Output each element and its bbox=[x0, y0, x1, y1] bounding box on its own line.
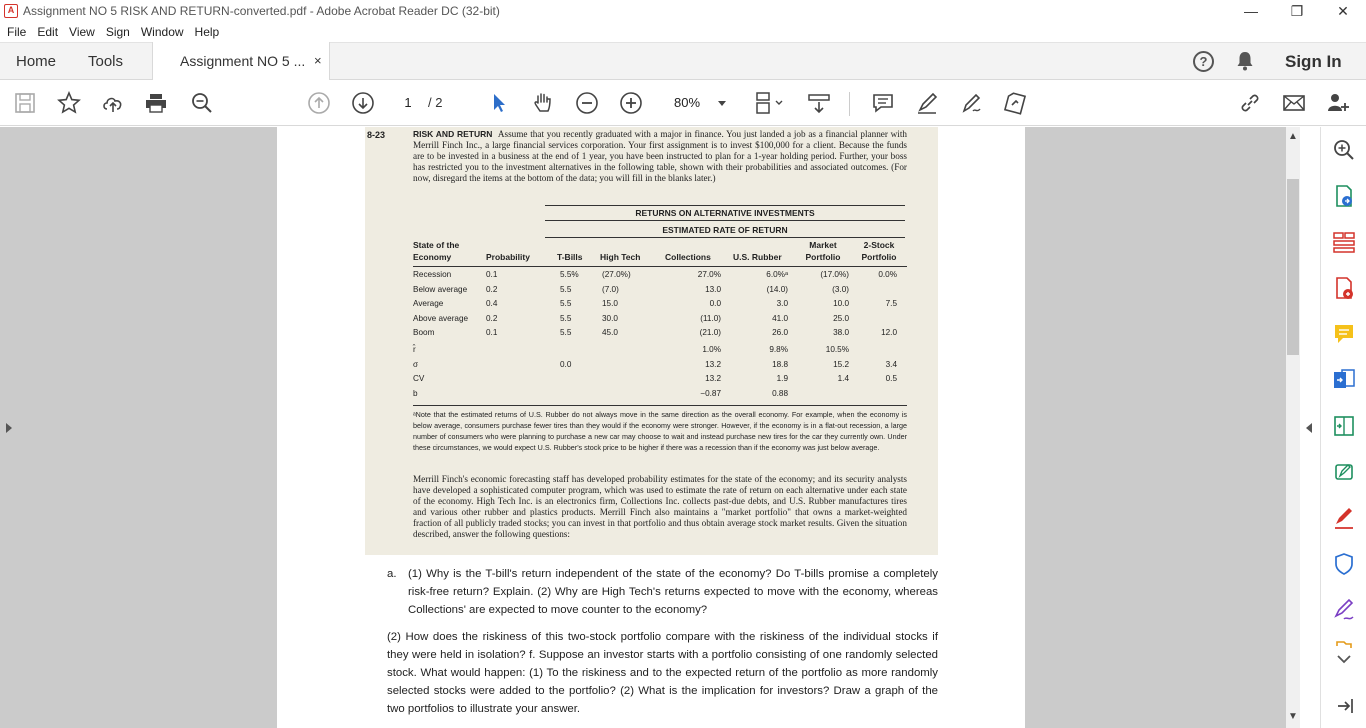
tab-document-label: Assignment NO 5 ... bbox=[180, 53, 306, 69]
stat-cell: 1.4 bbox=[837, 374, 849, 384]
row-cell: Below average bbox=[413, 284, 468, 294]
row-cell: (27.0%) bbox=[602, 270, 631, 279]
tab-home[interactable]: Home bbox=[16, 53, 57, 70]
row-cell: (21.0) bbox=[699, 328, 721, 338]
create-pdf-icon[interactable] bbox=[1331, 275, 1357, 301]
stat-cell: 3.4 bbox=[885, 359, 897, 369]
add-user-icon[interactable] bbox=[1325, 90, 1351, 116]
right-panel-toggle-icon[interactable] bbox=[1306, 423, 1312, 433]
menu-window[interactable]: Window bbox=[140, 25, 184, 39]
save-icon[interactable] bbox=[12, 90, 38, 116]
right-tools-pane bbox=[1320, 127, 1366, 728]
document-workspace bbox=[0, 127, 1286, 728]
scroll-up-icon[interactable]: ▲ bbox=[1288, 131, 1298, 142]
stat-cell: CV bbox=[413, 374, 425, 384]
row-cell: 25.0 bbox=[833, 313, 849, 323]
collapse-pane-icon[interactable] bbox=[1331, 693, 1357, 719]
row-cell: Above average bbox=[413, 313, 469, 323]
problem-context: Merrill Finch's economic forecasting staff has developed probability estimates for the state of the economy; and its security analysts have developed a sophisticated computer program, which was used to estimate the rate of return on each alternative under each state of the economy. High Tech Inc. is an electronics firm, Collections Inc. collects past-due debts, and U.S. Rubber manufactures tires and various other rubber and plastics products. Merrill Finch also maintains a "market portfolio" that owns a market-weighted fraction of all publicly traded stocks; you can invest in that portfolio and thus obtain average stock market results. Given the situation described, answer the following questions: bbox=[413, 474, 907, 539]
row-cell: 0.0% bbox=[878, 270, 897, 279]
compress-pdf-icon[interactable] bbox=[1331, 413, 1357, 439]
acrobat-icon: A bbox=[4, 4, 18, 18]
menu-edit[interactable]: Edit bbox=[37, 25, 59, 39]
stat-cell: 1.0% bbox=[702, 345, 721, 354]
row-cell: 5.5 bbox=[560, 284, 572, 294]
protect-shield-icon[interactable] bbox=[1331, 551, 1357, 577]
hand-tool-icon[interactable] bbox=[530, 90, 556, 116]
row-cell: 5.5 bbox=[560, 313, 572, 323]
highlight-pen-icon[interactable] bbox=[914, 90, 940, 116]
row-cell: 10.0 bbox=[833, 299, 849, 309]
pdf-page bbox=[277, 127, 1025, 728]
col-header-collections: Collections bbox=[665, 252, 711, 262]
row-cell: 12.0 bbox=[881, 328, 897, 338]
row-cell: 6.0%ᵃ bbox=[766, 270, 788, 279]
col-header-market: Market Portfolio bbox=[805, 240, 841, 262]
star-icon[interactable] bbox=[56, 90, 82, 116]
toolbar bbox=[0, 80, 1366, 126]
menu-file[interactable]: File bbox=[7, 25, 27, 39]
window-title: Assignment NO 5 RISK AND RETURN-converted.pdf - Adobe Acrobat Reader DC (32-bit) bbox=[23, 4, 500, 18]
combine-files-icon[interactable] bbox=[1331, 367, 1357, 393]
row-cell: Recession bbox=[413, 270, 452, 279]
row-cell: (3.0) bbox=[832, 284, 849, 294]
title-bar bbox=[0, 0, 1366, 22]
page-fit-icon[interactable] bbox=[752, 90, 786, 116]
row-cell: 0.1 bbox=[486, 328, 498, 338]
tab-document[interactable] bbox=[152, 42, 330, 81]
row-cell: 45.0 bbox=[602, 328, 618, 338]
stat-cell: 15.2 bbox=[833, 359, 849, 369]
stat-cell: b bbox=[413, 388, 418, 398]
col-header-hightech: High Tech bbox=[600, 252, 641, 262]
prev-page-icon[interactable] bbox=[306, 90, 332, 116]
problem-title: RISK AND RETURN bbox=[413, 129, 493, 139]
row-cell: 7.5 bbox=[885, 299, 897, 309]
send-signature-icon[interactable] bbox=[1331, 597, 1357, 623]
stat-cell: 9.8% bbox=[769, 345, 788, 354]
col-header-state: State of the Economy bbox=[413, 240, 460, 262]
fill-and-sign-icon[interactable] bbox=[1331, 505, 1357, 531]
problem-intro bbox=[413, 129, 907, 184]
restore-button[interactable]: ❐ bbox=[1290, 3, 1304, 19]
question-a-text: (1) Why is the T-bill's return independent of the state of the economy? Do T-bills promise a completely risk-free return? Explain. (2) Why are High Tech's returns expected to move with the economy, whereas Collections' are expected to move counter to the economy? bbox=[408, 568, 938, 616]
email-icon[interactable] bbox=[1281, 90, 1307, 116]
page-total: / 2 bbox=[428, 95, 443, 110]
menu-bar bbox=[0, 22, 1366, 42]
left-panel-toggle-icon[interactable] bbox=[6, 423, 12, 433]
sign-in-button[interactable]: Sign In bbox=[1285, 52, 1342, 71]
problem-number: 8-23 bbox=[367, 130, 386, 140]
row-cell: Average bbox=[413, 299, 444, 309]
fill-sign-icon[interactable] bbox=[1002, 90, 1028, 116]
stat-cell: 18.8 bbox=[772, 359, 788, 369]
zoom-out-search-icon[interactable] bbox=[189, 90, 215, 116]
row-cell: (7.0) bbox=[602, 284, 619, 294]
tab-close-icon[interactable]: × bbox=[314, 53, 322, 68]
table-title: RETURNS ON ALTERNATIVE INVESTMENTS bbox=[545, 205, 905, 221]
link-icon[interactable] bbox=[1237, 90, 1263, 116]
col-header-usrubber: U.S. Rubber bbox=[733, 252, 782, 262]
comment-icon[interactable] bbox=[870, 90, 896, 116]
row-cell: 26.0 bbox=[772, 328, 788, 338]
stat-cell: 13.2 bbox=[705, 374, 721, 384]
tab-bar bbox=[0, 42, 1366, 80]
stat-cell: 10.5% bbox=[825, 345, 849, 354]
select-cursor-icon[interactable] bbox=[486, 90, 512, 116]
organize-pages-icon[interactable] bbox=[1331, 229, 1357, 255]
draw-sign-icon[interactable] bbox=[958, 90, 984, 116]
stat-cell: 13.2 bbox=[705, 359, 721, 369]
question-a-letter: a. bbox=[387, 568, 397, 580]
cloud-upload-icon[interactable] bbox=[100, 90, 126, 116]
scanned-problem bbox=[365, 127, 938, 555]
zoom-value: 80% bbox=[674, 95, 701, 110]
stat-cell: r̂ bbox=[413, 345, 416, 354]
scroll-down-icon[interactable]: ▼ bbox=[1288, 711, 1298, 722]
row-cell: 13.0 bbox=[705, 284, 721, 294]
chevron-down-icon bbox=[718, 101, 726, 106]
row-cell: 0.2 bbox=[486, 313, 498, 323]
bell-icon[interactable] bbox=[1236, 51, 1254, 71]
more-tools-icon[interactable] bbox=[1331, 639, 1357, 665]
search-zoom-icon[interactable] bbox=[1331, 137, 1357, 163]
row-cell: 5.5 bbox=[560, 328, 572, 338]
comment-tool-icon[interactable] bbox=[1331, 321, 1357, 347]
help-icon[interactable]: ? bbox=[1193, 51, 1214, 72]
vertical-scrollbar[interactable] bbox=[1286, 127, 1300, 728]
question-e-f-text: (2) How does the riskiness of this two-stock portfolio compare with the riskiness of the individual stocks if they were held in isolation? f. Suppose an investor starts with a portfolio consisting of one randomly selected stock. What would happen: (1) To the riskiness and to the expected return of the portfolio as more randomly selected stocks were added to the portfolio? (2) What is the implication for investors? Draw a graph of the two portfolios to illustrate your answer. bbox=[387, 631, 938, 715]
menu-help[interactable]: Help bbox=[194, 25, 220, 39]
row-cell: 0.2 bbox=[486, 284, 498, 294]
row-cell: 5.5 bbox=[560, 299, 572, 309]
row-cell: 41.0 bbox=[772, 313, 788, 323]
row-cell: 38.0 bbox=[833, 328, 849, 338]
row-cell: 0.0 bbox=[709, 299, 721, 309]
tab-tools[interactable]: Tools bbox=[88, 53, 124, 70]
scroll-thumb[interactable] bbox=[1287, 179, 1299, 355]
stat-cell: 1.9 bbox=[776, 374, 788, 384]
close-window-button[interactable]: ✕ bbox=[1337, 3, 1349, 19]
row-cell: Boom bbox=[413, 328, 435, 338]
stat-cell: σ bbox=[413, 359, 419, 369]
zoom-in-icon[interactable] bbox=[618, 90, 644, 116]
edit-pdf-icon[interactable] bbox=[1331, 459, 1357, 485]
problem-intro-text: Assume that you recently graduated with a major in finance. You just landed a job as a financial planner with Merrill Finch Inc., a large financial services corporation. Your first assignment is to invest $100,000 for a client. Because the funds are to be invested in a business at the end of 1 year, you have been instructed to plan for a 1-year holding period. Further, your boss has restricted you to the investment alternatives in the following table, shown with their probabilities and associated outcomes. (For now, disregard the items at the bottom of the data; you will fill in the blanks later.) bbox=[413, 129, 907, 183]
stat-cell: 0.5 bbox=[885, 374, 897, 384]
menu-sign[interactable]: Sign bbox=[105, 25, 130, 39]
col-header-probability: Probability bbox=[486, 252, 530, 262]
col-header-tbills: T-Bills bbox=[557, 252, 583, 262]
zoom-out-icon[interactable] bbox=[574, 90, 600, 116]
row-cell: 5.5% bbox=[560, 270, 579, 279]
menu-view[interactable]: View bbox=[69, 25, 95, 39]
scroll-mode-icon[interactable] bbox=[806, 90, 832, 116]
footnote: ᵃNote that the estimated returns of U.S. Rubber do not always move in the same direction as the overall economy. For example, when the economy is below average, consumers purchase fewer tires than they would if the economy were stronger. However, if the economy is in a flat-out recession, a large number of consumers who were planning to purchase a new car may choose to wait and instead purchase new tires for the car they currently own. Under these circumstances, we would expect U.S. Rubber's stock price to be higher if there was a recession than if the economy was just below average. bbox=[413, 410, 907, 452]
row-cell: 0.1 bbox=[486, 270, 498, 279]
minimize-button[interactable]: — bbox=[1244, 3, 1258, 19]
export-pdf-icon[interactable] bbox=[1331, 183, 1357, 209]
row-cell: (11.0) bbox=[700, 313, 721, 323]
row-cell: 0.4 bbox=[486, 299, 498, 309]
print-icon[interactable] bbox=[143, 90, 169, 116]
row-cell: 15.0 bbox=[602, 299, 618, 309]
zoom-select[interactable] bbox=[664, 92, 730, 114]
col-header-2stock: 2-Stock Portfolio bbox=[861, 240, 897, 262]
row-cell: (14.0) bbox=[766, 284, 788, 294]
next-page-icon[interactable] bbox=[350, 90, 376, 116]
page-number-input[interactable]: 1 bbox=[394, 92, 422, 114]
stat-cell: 0.0 bbox=[560, 359, 572, 369]
stat-cell: −0.87 bbox=[700, 388, 721, 398]
row-cell: 30.0 bbox=[602, 313, 618, 323]
row-cell: 27.0% bbox=[697, 270, 721, 279]
table-subtitle: ESTIMATED RATE OF RETURN bbox=[545, 223, 905, 238]
row-cell: (17.0%) bbox=[820, 270, 849, 279]
row-cell: 3.0 bbox=[776, 299, 788, 309]
stat-cell: 0.88 bbox=[772, 388, 788, 398]
